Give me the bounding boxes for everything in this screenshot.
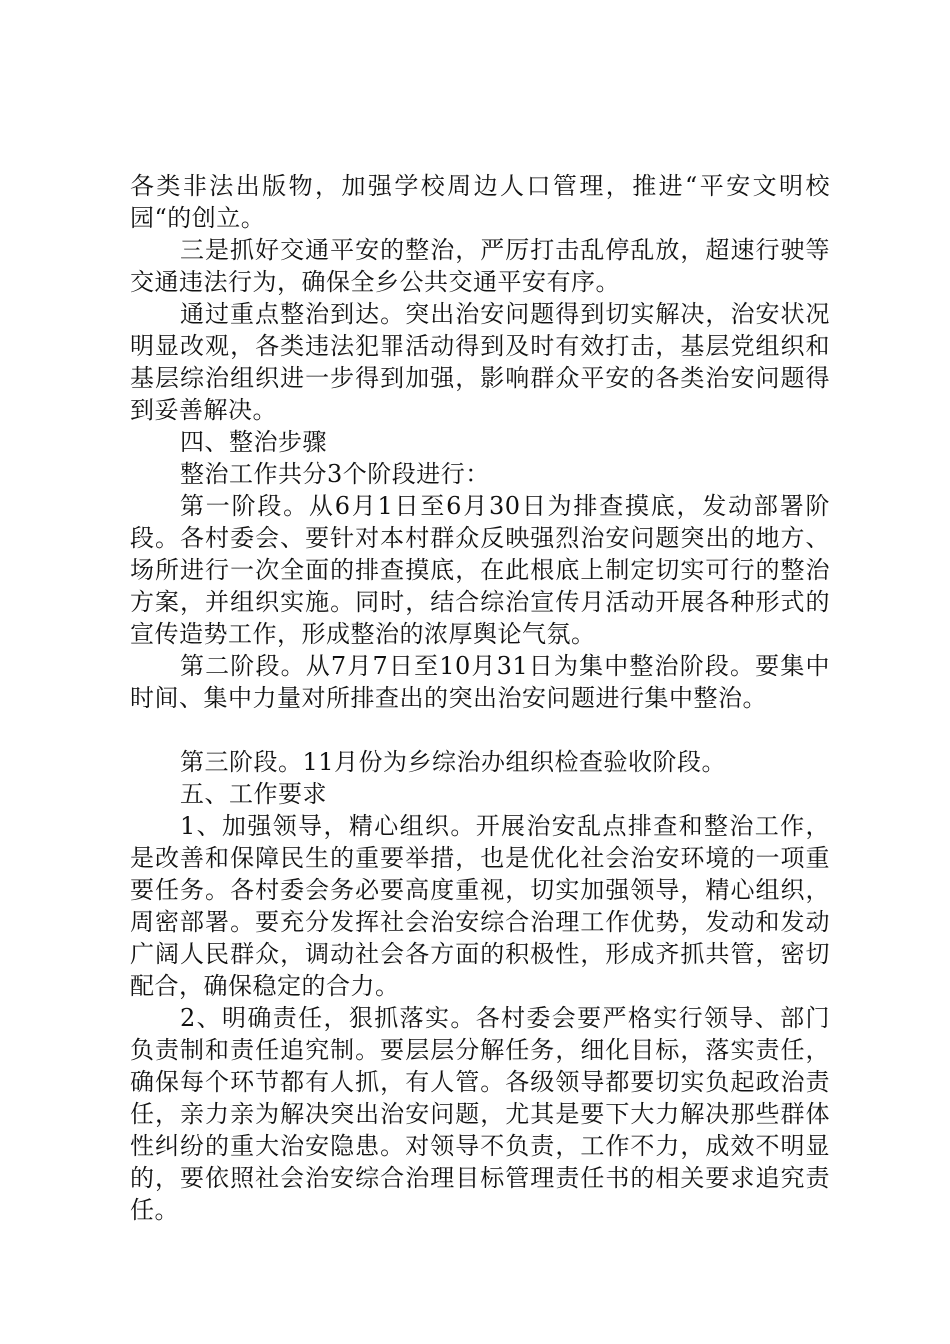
paragraph-requirement-two: 2、明确责任，狠抓落实。各村委会要严格实行领导、部门负责制和责任追究制。要层层分解任务，细化目标，落实责任，确保每个环节都有人抓，有人管。各级领导都要切实负起政治责任，亲力亲为解决突出治安问题，尤其是要下大力解决那些群体性纠纷的重大治安隐患。对领导不负责，工作不力，成效不明显的，要依照社会治安综合治理目标管理责任书的相关要求追究责任。 <box>130 1004 830 1224</box>
paragraph-traffic-safety: 三是抓好交通平安的整治，严厉打击乱停乱放，超速行驶等交通违法行为，确保全乡公共交通平安有序。 <box>130 236 830 296</box>
paragraph-stages-intro: 整治工作共分3个阶段进行： <box>180 460 490 488</box>
paragraph-stage-two: 第二阶段。从7月7日至10月31日为集中整治阶段。要集中时间、集中力量对所排查出的突出治安问题进行集中整治。 <box>130 652 830 712</box>
paragraph-stage-one: 第一阶段。从6月1日至6月30日为排查摸底，发动部署阶段。各村委会、要针对本村群众反映强烈治安问题突出的地方、场所进行一次全面的排查摸底，在此根底上制定切实可行的整治方案，并组织实施。同时，结合综治宣传月活动开展各种形式的宣传造势工作，形成整治的浓厚舆论气氛。 <box>130 492 830 648</box>
paragraph-gap <box>130 714 830 746</box>
heading-work-requirements: 五、工作要求 <box>180 780 327 808</box>
document-page <box>130 170 830 1226</box>
paragraph-goals: 通过重点整治到达。突出治安问题得到切实解决，治安状况明显改观，各类违法犯罪活动得到及时有效打击，基层党组织和基层综治组织进一步得到加强，影响群众平安的各类治安问题得到妥善解决。 <box>130 300 830 424</box>
paragraph-stage-three: 第三阶段。11月份为乡综治办组织检查验收阶段。 <box>180 748 727 776</box>
paragraph-continuation: 各类非法出版物，加强学校周边人口管理，推进“平安文明校园“的创立。 <box>130 172 830 232</box>
heading-rectification-steps: 四、整治步骤 <box>180 428 327 456</box>
paragraph-requirement-one: 1、加强领导，精心组织。开展治安乱点排查和整治工作，是改善和保障民生的重要举措，也是优化社会治安环境的一项重要任务。各村委会务必要高度重视，切实加强领导，精心组织，周密部署。要充分发挥社会治安综合治理工作优势，发动和发动广阔人民群众，调动社会各方面的积极性，形成齐抓共管，密切配合，确保稳定的合力。 <box>130 812 830 1000</box>
